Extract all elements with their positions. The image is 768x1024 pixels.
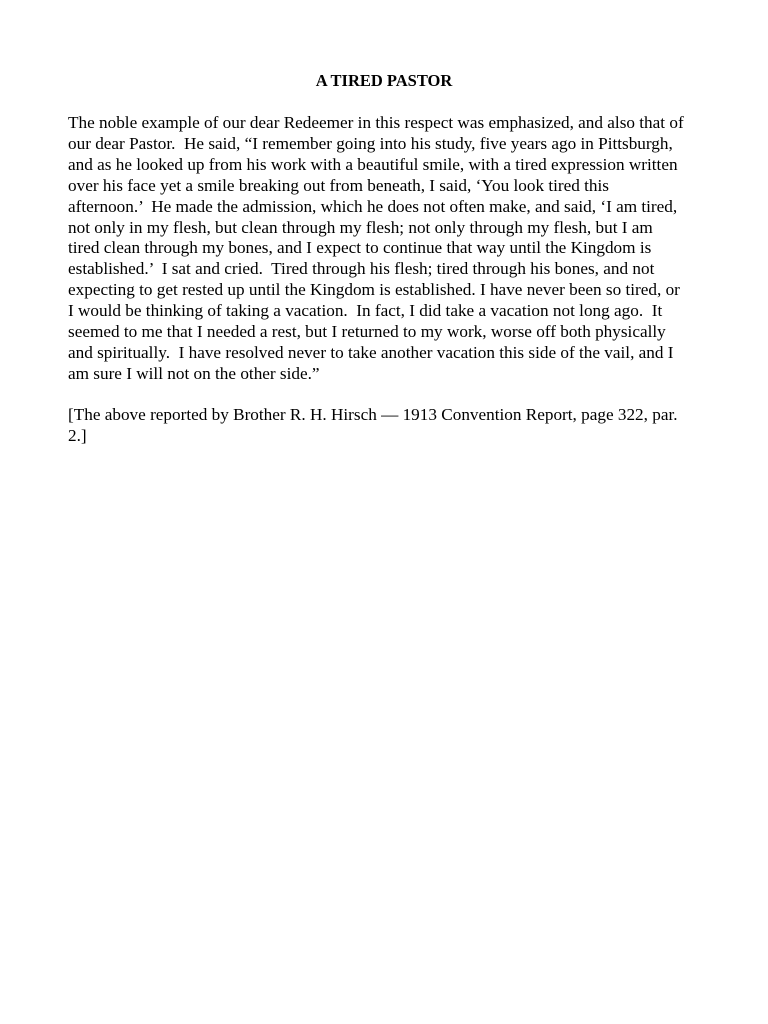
main-paragraph <box>68 113 704 385</box>
paragraph-line: am sure I will not on the other side.” <box>68 363 320 383</box>
paragraph-line: our dear Pastor. He said, “I remember going into his study, five years ago in Pittsburgh, <box>68 133 673 153</box>
note-line: [The above reported by Brother R. H. Hirsch — 1913 Convention Report, page 322, par. <box>68 405 678 424</box>
paragraph-line: and spiritually. I have resolved never to take another vacation this side of the vail, and I <box>68 342 674 362</box>
paragraph-line: and as he looked up from his work with a beautiful smile, with a tired expression written <box>68 154 678 174</box>
paragraph-line: not only in my flesh, but clean through my flesh; not only through my flesh, but I am <box>68 217 653 237</box>
paragraph-line: afternoon.’ He made the admission, which he does not often make, and said, ‘I am tired, <box>68 196 678 216</box>
paragraph-line: tired clean through my bones, and I expect to continue that way until the Kingdom is <box>68 238 652 258</box>
source-note <box>68 405 704 447</box>
paragraph-line: I would be thinking of taking a vacation. In fact, I did take a vacation not long ago. It <box>68 301 663 321</box>
note-line: 2.] <box>68 425 87 445</box>
paragraph-line: established.’ I sat and cried. Tired through his flesh; tired through his bones, and not <box>68 259 655 279</box>
paragraph-line: The noble example of our dear Redeemer in this respect was emphasized, and also that of <box>68 113 684 132</box>
paragraph-line: expecting to get rested up until the Kingdom is established. I have never been so tired, or <box>68 280 680 300</box>
paragraph-line: over his face yet a smile breaking out from beneath, I said, ‘You look tired this <box>68 175 609 195</box>
document-title: A TIRED PASTOR <box>315 71 453 90</box>
paragraph-line: seemed to me that I needed a rest, but I returned to my work, worse off both physically <box>68 322 666 342</box>
